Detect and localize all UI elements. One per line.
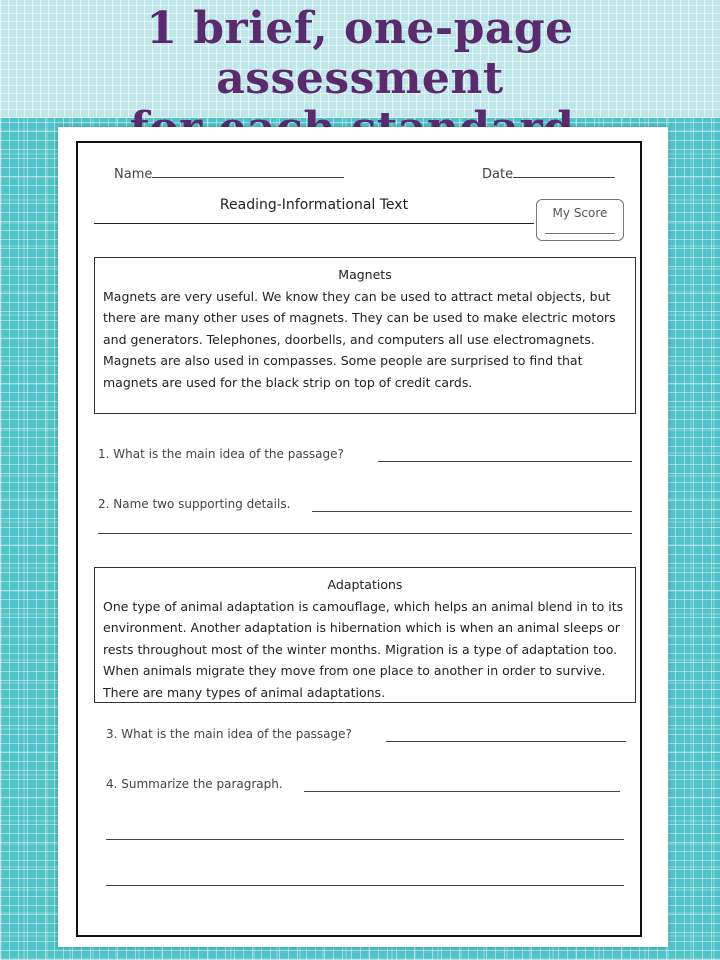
score-label: My Score xyxy=(552,206,608,220)
passage-body: Magnets are very useful. We know they can be used to attract metal objects, but there are many other uses of magnets. They can be used to make electric motors and generators. Telephones, doorbells, and computers all use electromagnets. Magnets are also used in compasses. Some people are surprised to find that magnets are used for the black strip on top of credit cards. xyxy=(103,288,616,390)
score-line xyxy=(545,233,615,234)
question-2: 2. Name two supporting details. xyxy=(98,497,291,511)
answer-line-3[interactable] xyxy=(386,741,626,742)
date-field[interactable] xyxy=(482,167,615,182)
worksheet-border xyxy=(76,141,642,937)
worksheet-page xyxy=(58,127,668,947)
passage-adaptations xyxy=(94,567,636,703)
score-box[interactable] xyxy=(536,199,624,241)
question-4: 4. Summarize the paragraph. xyxy=(106,777,283,791)
date-line xyxy=(513,176,615,178)
headline-line-1: 1 brief, one-page assessment xyxy=(146,3,574,104)
title-underline xyxy=(94,223,534,224)
header-banner xyxy=(0,0,720,118)
answer-line-4a[interactable] xyxy=(304,791,620,792)
name-line xyxy=(152,176,344,178)
passage-magnets xyxy=(94,257,636,414)
answer-line-4b[interactable] xyxy=(106,839,624,840)
answer-line-4c[interactable] xyxy=(106,885,624,886)
question-3: 3. What is the main idea of the passage? xyxy=(106,727,352,741)
name-label: Name xyxy=(114,167,153,182)
passage-title: Adaptations xyxy=(327,577,403,592)
answer-line-1[interactable] xyxy=(378,461,632,462)
name-field[interactable] xyxy=(114,167,344,182)
question-1: 1. What is the main idea of the passage? xyxy=(98,447,344,461)
worksheet-title: Reading-Informational Text xyxy=(219,197,409,213)
answer-line-2b[interactable] xyxy=(98,533,632,534)
date-label: Date xyxy=(482,167,514,182)
passage-body: One type of animal adaptation is camouflage, which helps an animal blend in to its environment. Another adaptation is hibernation which is when an animal sleeps or rests throughout most of the winter months. Migration is a type of adaptation too. When animals migrate they move from one place to another in order to survive. There are many types of animal adaptations. xyxy=(103,598,624,700)
answer-line-2a[interactable] xyxy=(312,511,632,512)
passage-title: Magnets xyxy=(338,267,392,282)
